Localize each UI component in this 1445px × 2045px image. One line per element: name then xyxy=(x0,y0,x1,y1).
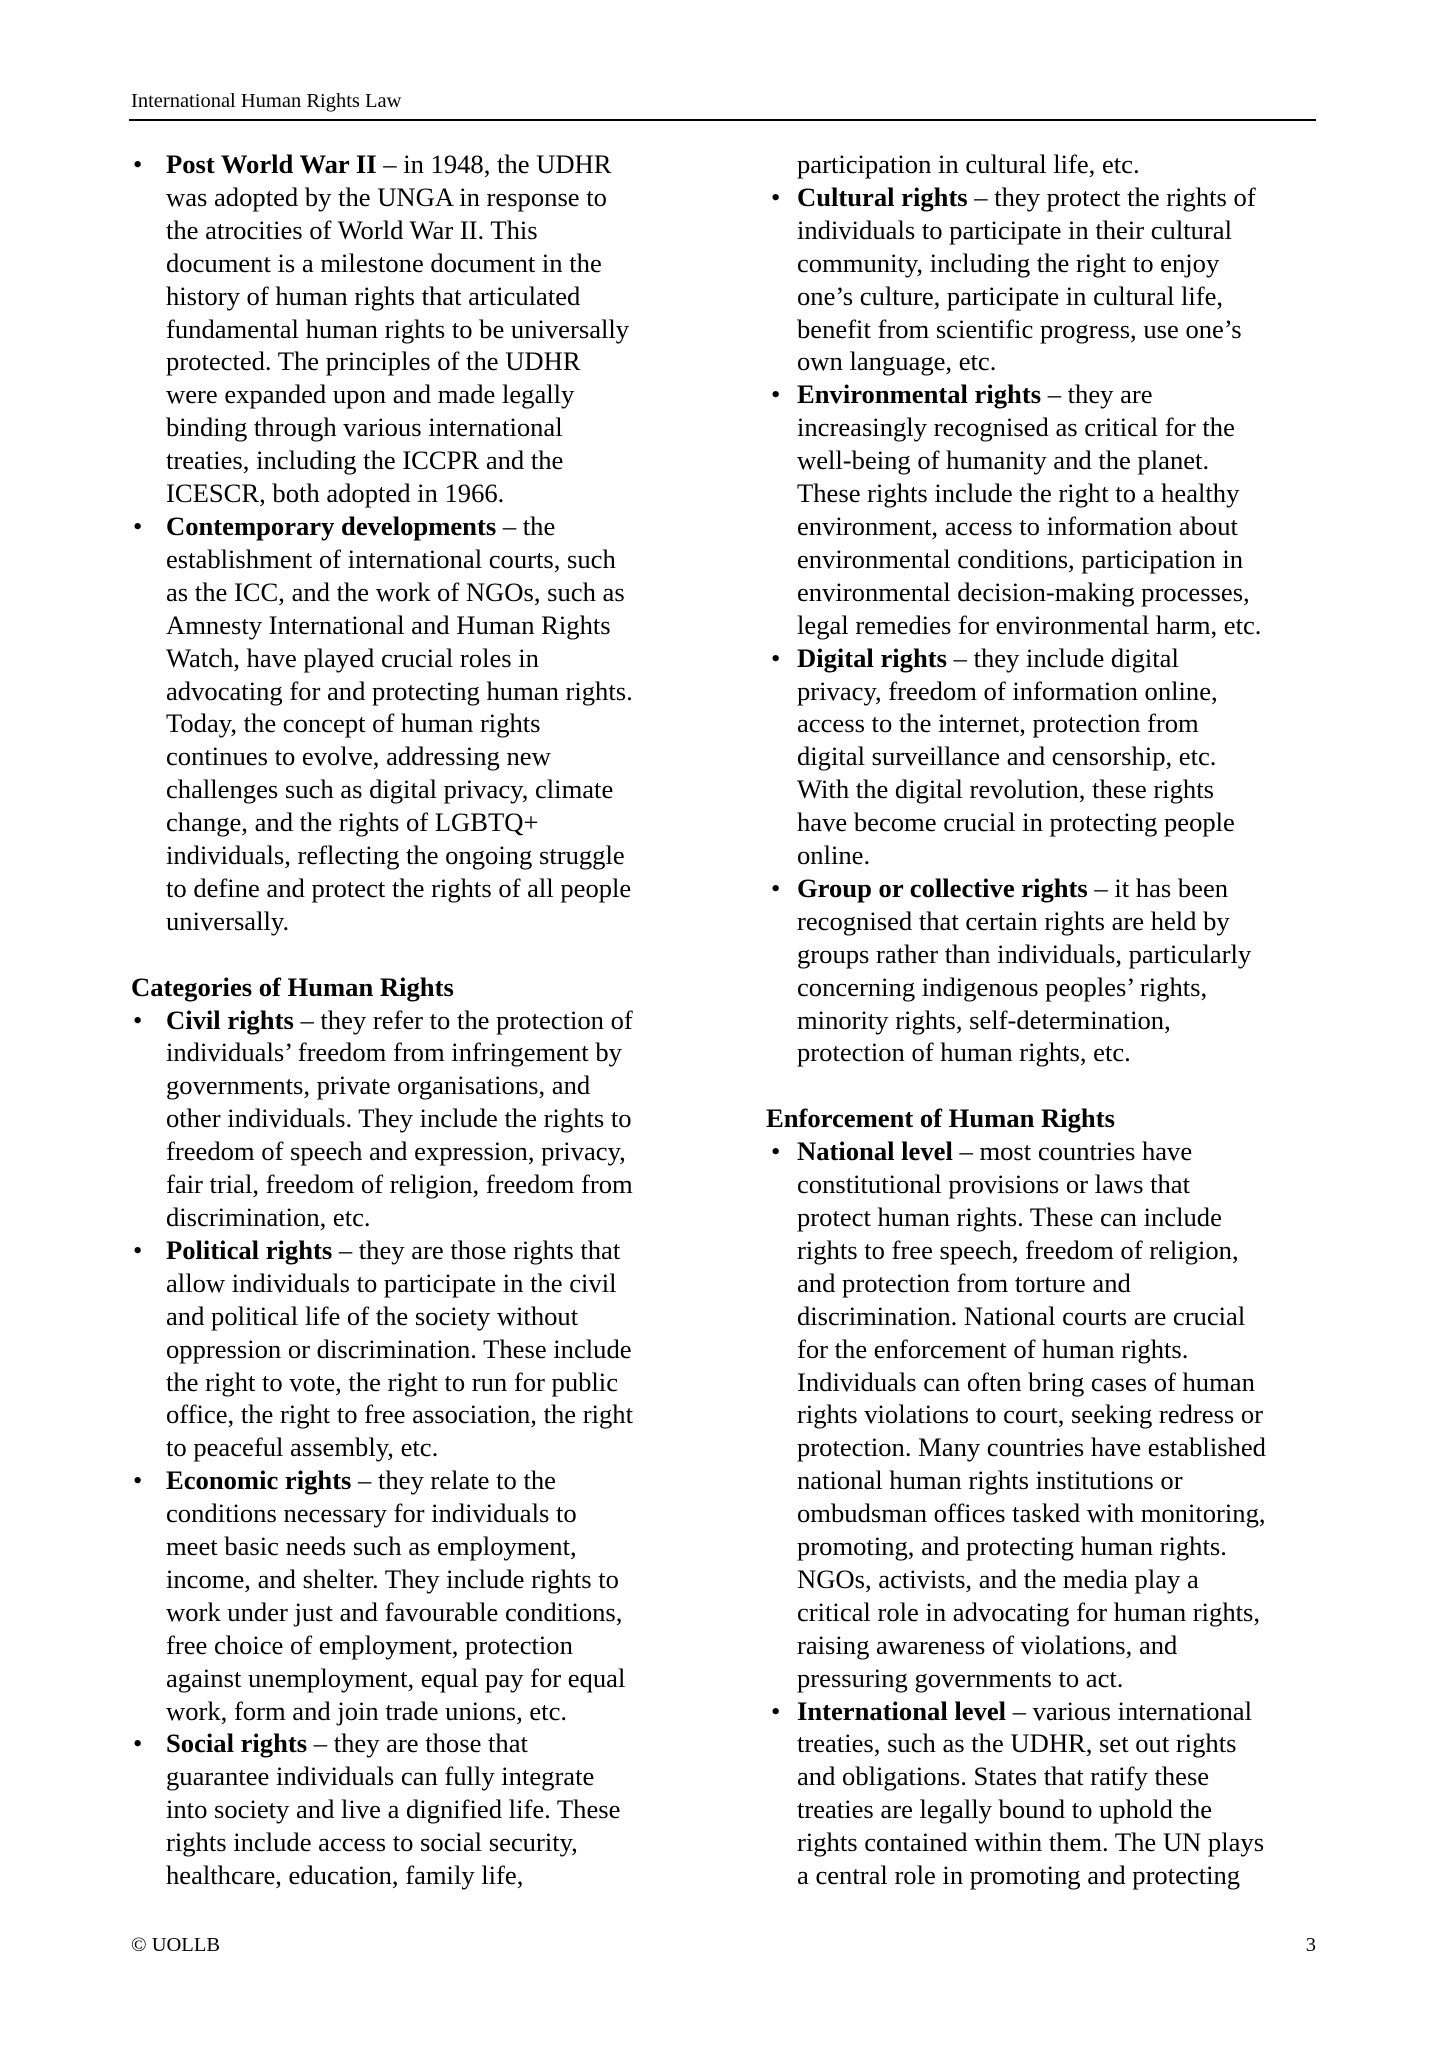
categories-bullet-list-continued xyxy=(769,181,1329,1069)
text-line: NGOs, activists, and the media play a xyxy=(797,1563,1199,1594)
text-line: continues to evolve, addressing new xyxy=(166,741,551,772)
bold-term: Post World War II xyxy=(166,149,377,179)
bold-term: International level xyxy=(797,1695,1007,1726)
text-line: protect human rights. These can include xyxy=(797,1201,1222,1232)
list-item-national-level xyxy=(769,1135,1329,1694)
text-line: protection. Many countries have established xyxy=(797,1432,1266,1463)
list-item-social-rights xyxy=(131,1727,691,1892)
text-line: digital surveillance and censorship, etc. xyxy=(797,741,1217,772)
text-line: benefit from scientific progress, use one’s xyxy=(797,313,1242,344)
text-line: Post World War II – in 1948, the UDHR xyxy=(166,149,612,179)
bullet-icon: • xyxy=(771,1695,781,1726)
text-line: allow individuals to participate in the civil xyxy=(166,1267,617,1298)
text-line: meet basic needs such as employment, xyxy=(166,1531,577,1562)
history-bullet-list xyxy=(131,148,691,938)
text-line: advocating for and protecting human rights. xyxy=(166,675,633,706)
bold-term: Group or collective rights xyxy=(797,872,1088,903)
text-line: document is a milestone document in the xyxy=(166,247,602,278)
left-column xyxy=(131,148,691,1892)
text-line: environmental decision-making processes, xyxy=(797,576,1250,607)
bullet-icon: • xyxy=(133,1234,143,1265)
text-line: constitutional provisions or laws that xyxy=(797,1169,1190,1200)
bold-term: National level xyxy=(797,1136,953,1167)
text-line: Group or collective rights – it has been xyxy=(797,872,1229,903)
text-line: National level – most countries have xyxy=(797,1136,1193,1167)
bold-term: Civil rights xyxy=(166,1004,294,1035)
right-column xyxy=(766,148,1329,1892)
bullet-icon: • xyxy=(133,149,143,179)
text-line: work under just and favourable conditions, xyxy=(166,1596,623,1627)
text-line: own language, etc. xyxy=(797,346,997,377)
social-rights-continuation: participation in cultural life, etc. xyxy=(797,149,1140,179)
text-line: establishment of international courts, such xyxy=(166,543,616,574)
text-line: fundamental human rights to be universally xyxy=(166,313,630,344)
text-line: individuals’ freedom from infringement by xyxy=(166,1037,622,1068)
list-item-contemporary-developments xyxy=(131,510,691,938)
text-line: other individuals. They include the rights to xyxy=(166,1103,632,1134)
text-line: raising awareness of violations, and xyxy=(797,1629,1178,1660)
text-line: freedom of speech and expression, privacy, xyxy=(166,1136,626,1167)
text-line: fair trial, freedom of religion, freedom from xyxy=(166,1169,633,1200)
text-line: Today, the concept of human rights xyxy=(166,708,541,739)
text-line: With the digital revolution, these rights xyxy=(797,774,1214,805)
text-line: environment, access to information about xyxy=(797,510,1238,541)
text-line: community, including the right to enjoy xyxy=(797,247,1220,278)
text-line: discrimination, etc. xyxy=(166,1201,371,1232)
text-line: critical role in advocating for human rights, xyxy=(797,1596,1261,1627)
list-item-civil-rights xyxy=(131,1004,691,1234)
text-line: Amnesty International and Human Rights xyxy=(166,609,611,640)
text-line: work, form and join trade unions, etc. xyxy=(166,1695,568,1726)
bullet-icon: • xyxy=(133,1728,143,1759)
text-line: legal remedies for environmental harm, etc. xyxy=(797,609,1262,640)
text-line: for the enforcement of human rights. xyxy=(797,1333,1189,1364)
bullet-icon: • xyxy=(771,872,781,903)
text-line: challenges such as digital privacy, climate xyxy=(166,774,614,805)
text-line: against unemployment, equal pay for equal xyxy=(166,1662,626,1693)
list-item-digital-rights xyxy=(769,642,1329,872)
text-line: treaties, including the ICCPR and the xyxy=(166,445,564,476)
enforcement-bullet-list xyxy=(769,1135,1329,1892)
text-line: history of human rights that articulated xyxy=(166,280,581,311)
spacer xyxy=(131,938,691,971)
text-line: Environmental rights – they are xyxy=(797,379,1153,410)
text-line: to define and protect the rights of all people xyxy=(166,872,632,903)
text-line: oppression or discrimination. These include xyxy=(166,1333,632,1364)
list-item-cultural-rights xyxy=(769,181,1329,378)
text-line: Digital rights – they include digital xyxy=(797,642,1179,673)
section-heading-enforcement: Enforcement of Human Rights xyxy=(766,1103,1115,1134)
text-line: Cultural rights – they protect the rights of xyxy=(797,181,1256,212)
text-line: and obligations. States that ratify these xyxy=(797,1761,1210,1792)
text-line: Individuals can often bring cases of human xyxy=(797,1366,1255,1397)
text-line: discrimination. National courts are crucial xyxy=(797,1300,1246,1331)
text-line: ICESCR, both adopted in 1966. xyxy=(166,478,505,509)
text-line: governments, private organisations, and xyxy=(166,1070,591,1101)
text-line: well-being of humanity and the planet. xyxy=(797,445,1210,476)
bold-term: Contemporary developments xyxy=(166,510,497,541)
text-line: as the ICC, and the work of NGOs, such as xyxy=(166,576,625,607)
list-item-international-level xyxy=(769,1695,1329,1892)
text-line: Contemporary developments – the xyxy=(166,510,556,541)
text-line: groups rather than individuals, particularly xyxy=(797,938,1252,969)
text-line: pressuring governments to act. xyxy=(797,1662,1124,1693)
text-line: one’s culture, participate in cultural life, xyxy=(797,280,1224,311)
text-line: to peaceful assembly, etc. xyxy=(166,1432,439,1463)
text-line: change, and the rights of LGBTQ+ xyxy=(166,807,539,838)
text-line: into society and live a dignified life. These xyxy=(166,1794,621,1825)
text-line: protection of human rights, etc. xyxy=(797,1037,1131,1068)
text-line: increasingly recognised as critical for the xyxy=(797,412,1235,443)
text-line: was adopted by the UNGA in response to xyxy=(166,181,607,212)
bullet-icon: • xyxy=(771,379,781,410)
text-line: Economic rights – they relate to the xyxy=(166,1465,556,1496)
categories-bullet-list xyxy=(131,1004,691,1892)
text-line: the right to vote, the right to run for public xyxy=(166,1366,619,1397)
bold-term: Political rights xyxy=(166,1234,333,1265)
bold-term: Economic rights xyxy=(166,1465,352,1496)
list-item-political-rights xyxy=(131,1234,691,1464)
text-line: a central role in promoting and protecting xyxy=(797,1860,1241,1891)
text-line: individuals, reflecting the ongoing struggle xyxy=(166,840,625,871)
text-line: protected. The principles of the UDHR xyxy=(166,346,581,377)
text-line: national human rights institutions or xyxy=(797,1465,1183,1496)
text-line: recognised that certain rights are held by xyxy=(797,905,1230,936)
bullet-icon: • xyxy=(133,510,143,541)
text-line: income, and shelter. They include rights to xyxy=(166,1563,619,1594)
text-line: the atrocities of World War II. This xyxy=(166,214,538,245)
copyright-notice: © UOLLB xyxy=(131,1934,221,1956)
text-line: minority rights, self-determination, xyxy=(797,1004,1171,1035)
bold-term: Social rights xyxy=(166,1728,308,1759)
text-line: rights violations to court, seeking redress or xyxy=(797,1399,1264,1430)
bullet-icon: • xyxy=(771,1136,781,1167)
text-line: Political rights – they are those rights that xyxy=(166,1234,621,1265)
bold-term: Environmental rights xyxy=(797,379,1042,410)
page-header xyxy=(129,86,1316,121)
text-line: These rights include the right to a healthy xyxy=(797,478,1240,509)
bullet-icon: • xyxy=(133,1004,143,1035)
page-number: 3 xyxy=(1305,1934,1316,1956)
text-line: treaties are legally bound to uphold the xyxy=(797,1794,1213,1825)
list-item-environmental-rights xyxy=(769,378,1329,641)
text-line: Social rights – they are those that xyxy=(166,1728,528,1759)
text-line: and protection from torture and xyxy=(797,1267,1131,1298)
text-line: and political life of the society without xyxy=(166,1300,579,1331)
text-line: online. xyxy=(797,840,871,871)
text-line: healthcare, education, family life, xyxy=(166,1860,524,1891)
text-line: rights to free speech, freedom of religion, xyxy=(797,1234,1239,1265)
list-item-post-ww2 xyxy=(131,148,691,510)
text-line: free choice of employment, protection xyxy=(166,1629,573,1660)
text-line: ombudsman offices tasked with monitoring, xyxy=(797,1498,1266,1529)
text-line: office, the right to free association, the right xyxy=(166,1399,633,1430)
text-line: rights contained within them. The UN plays xyxy=(797,1827,1265,1858)
text-line: binding through various international xyxy=(166,412,563,443)
list-item-group-rights xyxy=(769,872,1329,1069)
text-line: were expanded upon and made legally xyxy=(166,379,575,410)
text-line: Watch, have played crucial roles in xyxy=(166,642,539,673)
text-line: individuals to participate in their cultural xyxy=(797,214,1232,245)
bullet-icon: • xyxy=(771,181,781,212)
text-line: Civil rights – they refer to the protection of xyxy=(166,1004,633,1035)
text-line: universally. xyxy=(166,905,290,936)
text-line: concerning indigenous peoples’ rights, xyxy=(797,971,1208,1002)
text-line: access to the internet, protection from xyxy=(797,708,1199,739)
text-line: environmental conditions, participation in xyxy=(797,543,1244,574)
text-line: conditions necessary for individuals to xyxy=(166,1498,577,1529)
text-line: treaties, such as the UDHR, set out rights xyxy=(797,1728,1237,1759)
text-line: International level – various international xyxy=(797,1695,1252,1726)
bullet-icon: • xyxy=(133,1465,143,1496)
section-heading-categories: Categories of Human Rights xyxy=(131,971,454,1002)
text-line: have become crucial in protecting people xyxy=(797,807,1235,838)
running-header-title: International Human Rights Law xyxy=(131,90,402,112)
list-item-economic-rights xyxy=(131,1464,691,1727)
text-line: rights include access to social security, xyxy=(166,1827,578,1858)
bold-term: Digital rights xyxy=(797,642,947,673)
text-line: guarantee individuals can fully integrate xyxy=(166,1761,595,1792)
text-line: promoting, and protecting human rights. xyxy=(797,1531,1227,1562)
bullet-icon: • xyxy=(771,642,781,673)
bold-term: Cultural rights xyxy=(797,181,968,212)
text-line: privacy, freedom of information online, xyxy=(797,675,1218,706)
spacer xyxy=(769,1069,1329,1102)
